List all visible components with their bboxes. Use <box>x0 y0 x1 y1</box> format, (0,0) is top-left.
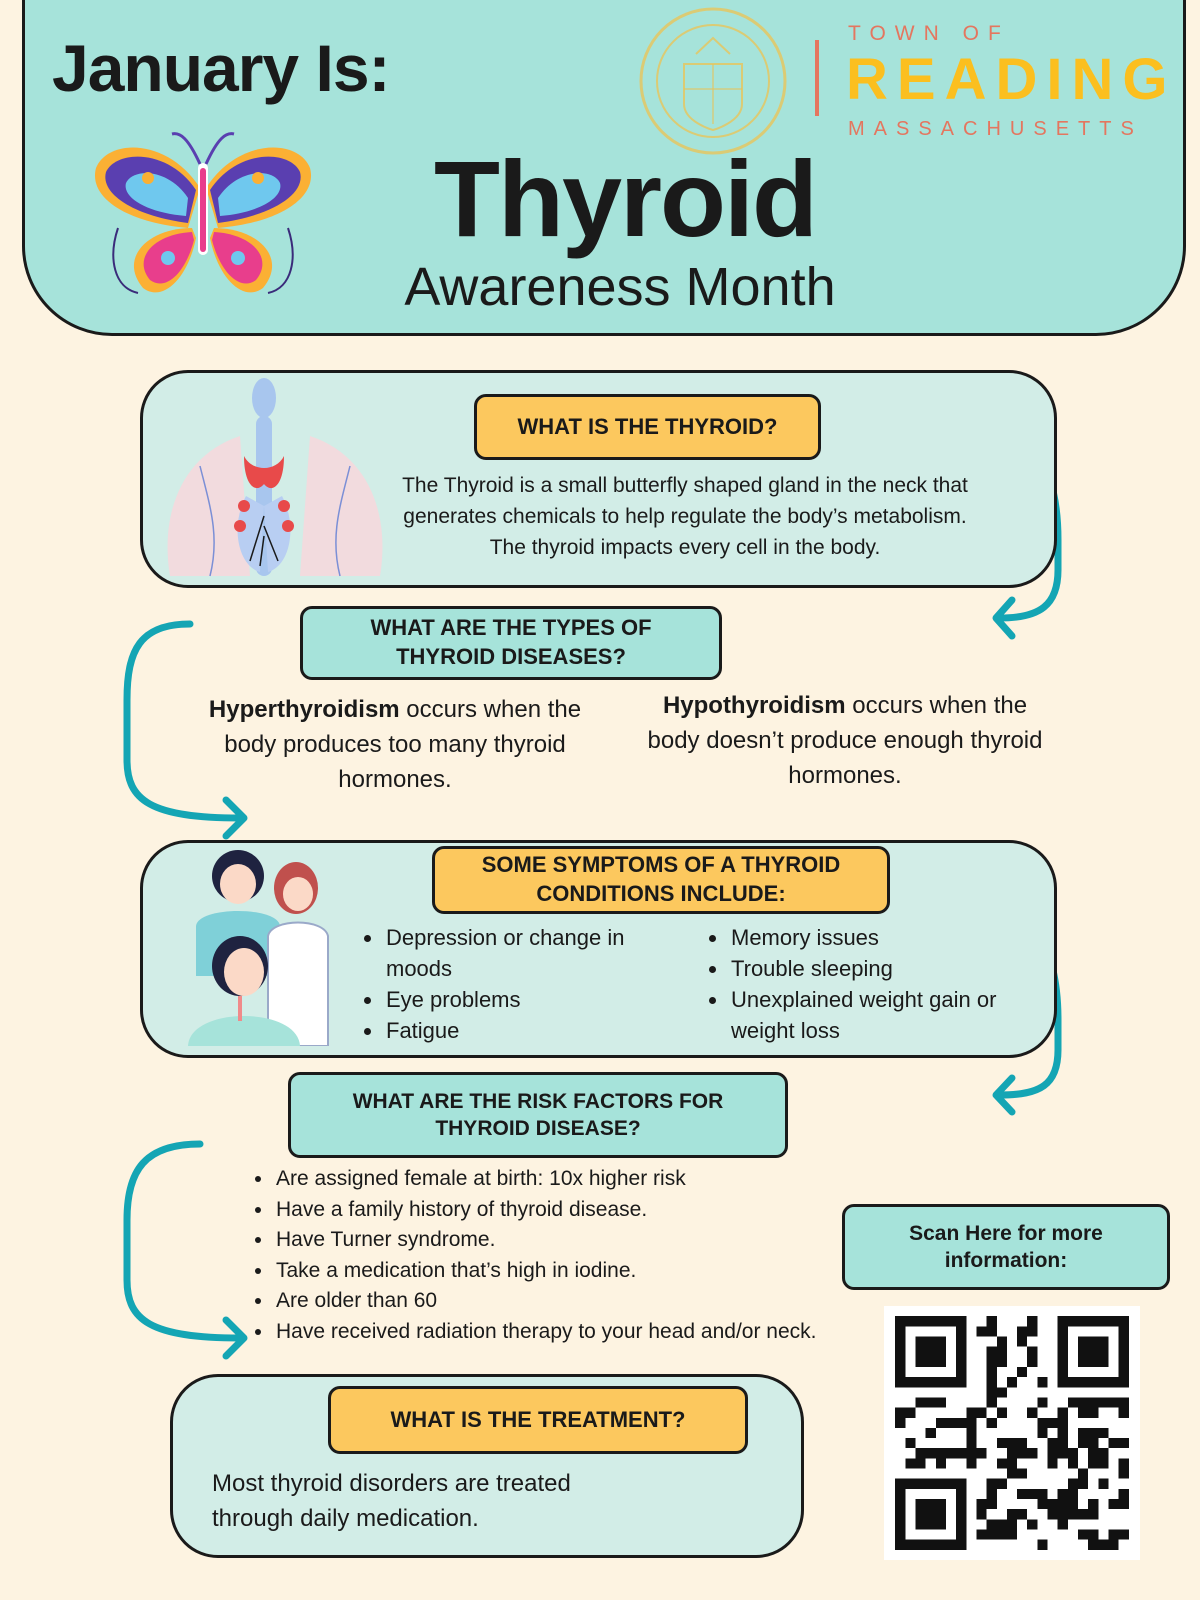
risk-item: • Are older than 60 <box>274 1286 892 1317</box>
symptom-item: • Trouble sleeping <box>729 953 1007 984</box>
what-is-text: The Thyroid is a small butterfly shaped gland in the neck that generates chemicals to help regulate the body’s metabolism. The thyroid impacts every cell in the body. <box>402 474 968 559</box>
risk-list <box>252 1164 892 1348</box>
thyroid-title: Thyroid <box>434 138 816 259</box>
risk-item: • Have received radiation therapy to your head and/or neck. <box>274 1317 892 1348</box>
hypothyroidism-term: Hypothyroidism <box>662 692 846 719</box>
treatment-text: Most thyroid disorders are treated through daily medication. <box>212 1470 571 1532</box>
january-is-text: January Is: <box>52 31 390 105</box>
symptom-item: • Fatigue <box>384 1015 662 1046</box>
thyroid-anatomy-icon <box>160 376 390 582</box>
symptoms-heading <box>432 846 890 914</box>
hypothyroidism-desc: occurs when the body doesn’t produce enough thyroid hormones. <box>647 692 1043 789</box>
town-of-text: TOWN OF <box>848 22 1010 45</box>
risk-item: • Have a family history of thyroid disease. <box>274 1195 892 1226</box>
scan-label: Scan Here for more information: <box>842 1204 1170 1290</box>
symptoms-list-right <box>707 922 1007 1046</box>
hypothyroidism-text <box>635 688 1055 793</box>
qr-code-icon[interactable] <box>884 1306 1140 1560</box>
what-is-heading: WHAT IS THE THYROID? <box>474 394 821 460</box>
risk-item: • Are assigned female at birth: 10x higher risk <box>274 1164 892 1195</box>
doctor-patient-icon <box>168 846 348 1046</box>
hyperthyroidism-desc: occurs when the body produces too many thyroid hormones. <box>224 696 582 793</box>
awareness-month-subtitle: Awareness Month <box>404 257 836 317</box>
arrow-left-2 <box>127 1144 240 1338</box>
hyperthyroidism-text <box>200 692 590 797</box>
symptom-item: • Eye problems <box>384 984 662 1015</box>
types-heading <box>300 606 722 680</box>
types-heading-line2: THYROID DISEASES? <box>396 644 626 669</box>
treatment-heading: WHAT IS THE TREATMENT? <box>328 1386 748 1454</box>
massachusetts-text: MASSACHUSETTS <box>848 118 1143 140</box>
risk-item: • Take a medication that’s high in iodine. <box>274 1256 892 1287</box>
risk-heading <box>288 1072 788 1158</box>
risk-heading-line1: WHAT ARE THE RISK FACTORS FOR <box>352 1089 724 1113</box>
symptoms-heading-line1: SOME SYMPTOMS OF A THYROID <box>481 852 841 878</box>
hyperthyroidism-term: Hyperthyroidism <box>208 696 400 723</box>
symptoms-list-left <box>362 922 662 1046</box>
symptoms-heading-line2: CONDITIONS INCLUDE: <box>536 881 786 906</box>
reading-logo-text: READING <box>846 47 1177 112</box>
risk-heading-line2: THYROID DISEASE? <box>435 1117 641 1140</box>
symptom-item: • Unexplained weight gain or weight loss <box>729 984 1007 1046</box>
symptom-item: • Depression or change in moods <box>384 922 662 984</box>
types-heading-line1: WHAT ARE THE TYPES OF <box>370 615 652 641</box>
risk-item: • Have Turner syndrome. <box>274 1225 892 1256</box>
symptom-item: • Memory issues <box>729 922 1007 953</box>
